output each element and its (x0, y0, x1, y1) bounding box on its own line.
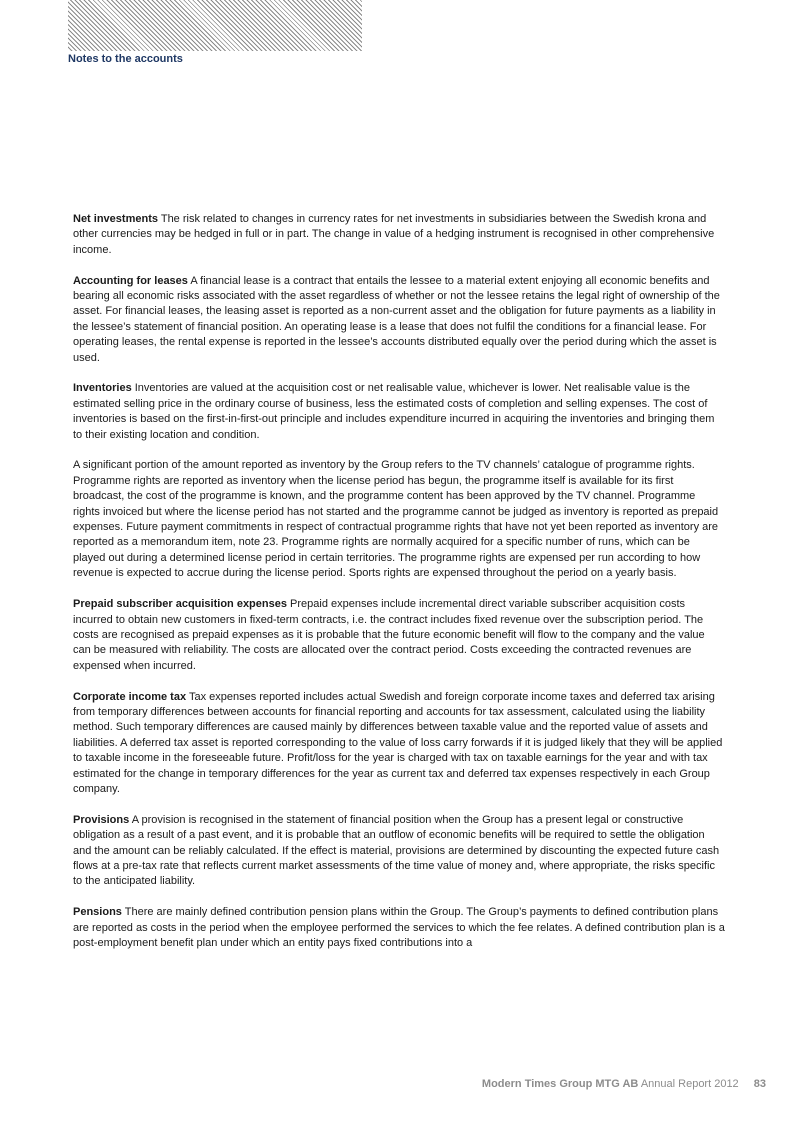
header-hatch-pattern (68, 0, 362, 51)
paragraph-heading: Provisions (73, 813, 130, 826)
paragraph-programme-rights (73, 458, 725, 581)
paragraph-text: The risk related to changes in currency rates for net investments in subsidiaries between the Swedish krona and other currencies may be hedged in full or in part. The change in value of a hedging instrument is recognised in other comprehensive income. (73, 213, 715, 256)
paragraph-heading: Prepaid subscriber acquisition expenses (73, 598, 287, 611)
paragraph-heading: Pensions (73, 906, 122, 919)
paragraph-provisions (73, 813, 725, 890)
paragraph-heading: Inventories (73, 382, 132, 395)
paragraph-heading: Accounting for leases (73, 274, 188, 287)
paragraph-heading: Corporate income tax (73, 690, 187, 703)
paragraph-text: A financial lease is a contract that entails the lessee to a material extent enjoying all economic benefits and bearing all economic risks associated with the asset regardless of whether or not the lessee retains the legal right of ownership of the asset. For financial leases, the leasing asset is reported as a non-current asset and the obligation for future payments as a liability in the lessee’s statement of financial position. An operating lease is a lease that does not fulfil the conditions for a financial lease. For operating leases, the rental expense is reported in the lessee’s accounts distributed equally over the period during which the asset is used. (73, 274, 720, 364)
paragraph-pensions (73, 905, 725, 951)
page-number: 83 (753, 1078, 766, 1090)
paragraph-text: A significant portion of the amount reported as inventory by the Group refers to the TV channels’ catalogue of programme rights. Programme rights are reported as inventory when the license period has begun, the programme itself is available for its first broadcast, the cost of the programme is known, and the programme content has been approved by the TV channel. Programme rights invoiced but where the license period has not started and the programme cannot be judged as inventory is reported as prepaid expenses. Future payment commitments in respect of contractual programme rights that have not yet been reported as inventory are reported as a memorandum item, note 23. Programme rights are normally acquired for a specific number of runs, which can be played out during a determined license period in certain territories. The programme rights are expensed per run according to how revenue is expected to accrue during the license period. Sports rights are expensed throughout the period on a yearly basis. (73, 459, 719, 580)
paragraph-text: Inventories are valued at the acquisition cost or net realisable value, whichever is lower. Net realisable value is the estimated selling price in the ordinary course of business, less the estimated costs of completion and selling expenses. The cost of inventories is based on the first-in-first-out principle and includes expenditure incurred in acquiring the inventories and bringing them to their existing location and condition. (73, 382, 715, 441)
paragraph-net-investments (73, 212, 725, 258)
paragraph-text: Tax expenses reported includes actual Swedish and foreign corporate income taxes and deferred tax arising from temporary differences between accounts for financial reporting and accounts for tax assessment, calculated using the liability method. Such temporary differences are caused mainly by differences between taxable value and the reported value of assets and liabilities. A deferred tax asset is reported corresponding to the value of loss carry forwards if it is judged likely that they will be applied to taxable income in the foreseeable future. Profit/loss for the year is charged with tax on taxable earnings for the year and with tax estimated for the change in temporary differences for the year as current tax and deferred tax expenses respectively in each Group company. (73, 690, 723, 795)
paragraph-text: There are mainly defined contribution pension plans within the Group. The Group’s payments to defined contribution plans are reported as costs in the period when the employee performed the services to which the fee relates. A defined contribution plan is a post-employment benefit plan under which an entity pays fixed contributions into a (73, 906, 725, 949)
footer-report: Annual Report 2012 (640, 1078, 739, 1090)
footer-company: Modern Times Group MTG AB (481, 1078, 639, 1090)
notes-body (73, 212, 725, 967)
section-title: Notes to the accounts (68, 53, 183, 65)
paragraph-corporate-income-tax (73, 690, 725, 798)
paragraph-inventories (73, 381, 725, 443)
paragraph-text: A provision is recognised in the statement of financial position when the Group has a present legal or constructive obligation as a result of a past event, and it is probable that an outflow of economic benefits will be required to settle the obligation and the amount can be reliably calculated. If the effect is material, provisions are determined by discounting the expected future cash flows at a pre-tax rate that reflects current market assessments of the time value of money and, where appropriate, the risks specific to the anticipated liability. (73, 813, 720, 888)
paragraph-accounting-for-leases (73, 274, 725, 366)
paragraph-prepaid-subscriber-acquisition (73, 597, 725, 674)
page-footer (482, 1078, 766, 1090)
paragraph-text: Prepaid expenses include incremental direct variable subscriber acquisition costs incurred to obtain new customers in fixed-term contracts, i.e. the contract includes fixed revenue over the subscription period. The costs are recognised as prepaid expenses as it is probable that the future economic benefit will flow to the company and the value can be measured with reliability. The costs are allocated over the contract period. Costs exceeding the contracted revenues are expensed when incurred. (73, 598, 705, 672)
paragraph-heading: Net investments (73, 213, 158, 225)
